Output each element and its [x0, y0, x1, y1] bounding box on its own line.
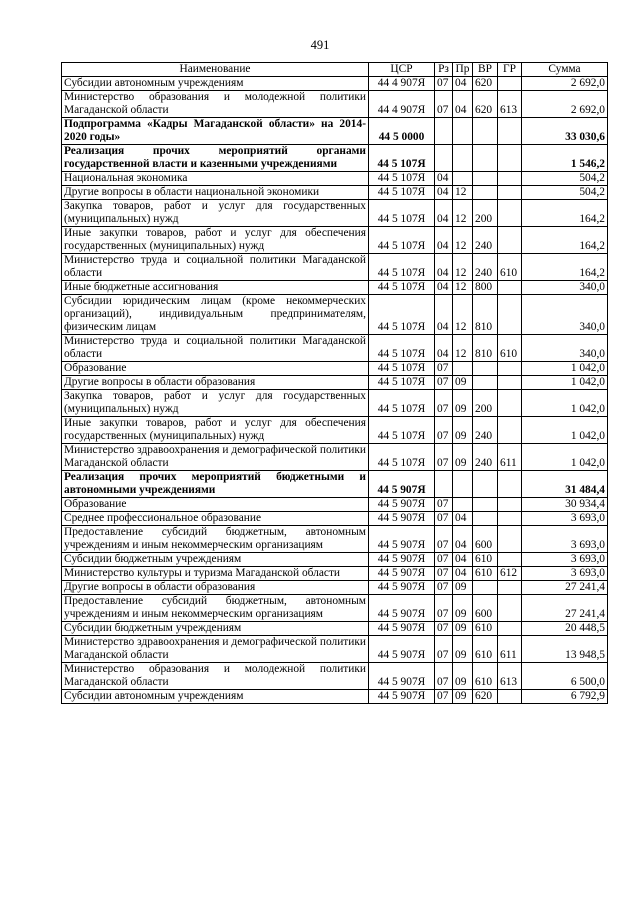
cell-rz: 04: [435, 254, 453, 281]
cell-csr: 44 5 907Я: [369, 471, 435, 498]
cell-sum: 27 241,4: [522, 581, 608, 595]
cell-csr: 44 5 107Я: [369, 376, 435, 390]
table-row: [62, 390, 608, 417]
cell-gr: 613: [498, 663, 522, 690]
cell-name: Министерство труда и социальной политики Магаданской области: [62, 254, 369, 281]
cell-vr: 610: [473, 663, 498, 690]
cell-gr: [498, 227, 522, 254]
cell-sum: 1 042,0: [522, 444, 608, 471]
cell-vr: [473, 362, 498, 376]
table-header-row: [62, 63, 608, 77]
cell-csr: 44 5 107Я: [369, 254, 435, 281]
cell-rz: 07: [435, 498, 453, 512]
cell-csr: 44 5 907Я: [369, 595, 435, 622]
cell-gr: 610: [498, 335, 522, 362]
cell-rz: [435, 471, 453, 498]
cell-csr: 44 5 107Я: [369, 362, 435, 376]
cell-rz: [435, 118, 453, 145]
table-row: [62, 91, 608, 118]
cell-gr: [498, 690, 522, 704]
cell-csr: 44 5 107Я: [369, 186, 435, 200]
cell-vr: [473, 581, 498, 595]
table-row: [62, 595, 608, 622]
table-row: [62, 186, 608, 200]
cell-name: Иные закупки товаров, работ и услуг для обеспечения государственных (муниципальных) нужд: [62, 227, 369, 254]
cell-name: Другие вопросы в области национальной экономики: [62, 186, 369, 200]
table-row: [62, 281, 608, 295]
table-row: [62, 512, 608, 526]
cell-sum: 6 500,0: [522, 663, 608, 690]
cell-rz: 07: [435, 553, 453, 567]
table-row: [62, 376, 608, 390]
cell-name: Другие вопросы в области образования: [62, 376, 369, 390]
cell-sum: 27 241,4: [522, 595, 608, 622]
cell-rz: 07: [435, 390, 453, 417]
cell-vr: 600: [473, 526, 498, 553]
cell-gr: 612: [498, 567, 522, 581]
cell-gr: [498, 471, 522, 498]
cell-name: Предоставление субсидий бюджетным, автономным учреждениям и иным некоммерческим организациям: [62, 526, 369, 553]
cell-name: Министерство образования и молодежной политики Магаданской области: [62, 663, 369, 690]
cell-name: Субсидии автономным учреждениям: [62, 690, 369, 704]
cell-rz: 07: [435, 663, 453, 690]
cell-name: Субсидии бюджетным учреждениям: [62, 553, 369, 567]
cell-pr: 12: [453, 186, 473, 200]
cell-rz: 04: [435, 186, 453, 200]
cell-pr: 04: [453, 91, 473, 118]
cell-pr: 09: [453, 690, 473, 704]
cell-rz: 07: [435, 512, 453, 526]
cell-rz: 04: [435, 200, 453, 227]
cell-vr: 240: [473, 417, 498, 444]
cell-vr: 620: [473, 690, 498, 704]
cell-csr: 44 5 107Я: [369, 200, 435, 227]
cell-pr: 09: [453, 390, 473, 417]
cell-pr: 12: [453, 281, 473, 295]
cell-pr: 12: [453, 227, 473, 254]
cell-pr: 04: [453, 553, 473, 567]
cell-gr: [498, 281, 522, 295]
table-row: [62, 690, 608, 704]
cell-csr: 44 5 907Я: [369, 567, 435, 581]
cell-rz: 07: [435, 376, 453, 390]
cell-csr: 44 4 907Я: [369, 77, 435, 91]
cell-sum: 504,2: [522, 186, 608, 200]
cell-sum: 31 484,4: [522, 471, 608, 498]
cell-pr: 04: [453, 77, 473, 91]
cell-csr: 44 5 907Я: [369, 512, 435, 526]
cell-rz: 07: [435, 417, 453, 444]
cell-name: Субсидии юридическим лицам (кроме некоммерческих организаций), индивидуальным предпринимателям, физическим лицам: [62, 295, 369, 335]
cell-rz: 07: [435, 581, 453, 595]
cell-pr: 09: [453, 417, 473, 444]
cell-sum: 20 448,5: [522, 622, 608, 636]
cell-pr: [453, 145, 473, 172]
table-body: [62, 77, 608, 704]
column-header-gr: ГР: [498, 63, 522, 77]
cell-pr: 09: [453, 595, 473, 622]
cell-sum: 504,2: [522, 172, 608, 186]
cell-pr: [453, 362, 473, 376]
cell-sum: 1 042,0: [522, 417, 608, 444]
table-row: [62, 581, 608, 595]
cell-gr: 613: [498, 91, 522, 118]
cell-pr: 12: [453, 335, 473, 362]
cell-sum: 3 693,0: [522, 512, 608, 526]
column-header-pr: Пр: [453, 63, 473, 77]
cell-pr: 09: [453, 663, 473, 690]
cell-sum: 1 546,2: [522, 145, 608, 172]
column-header-sum: Сумма: [522, 63, 608, 77]
table-row: [62, 663, 608, 690]
cell-rz: [435, 145, 453, 172]
cell-name: Субсидии бюджетным учреждениям: [62, 622, 369, 636]
table-row: [62, 254, 608, 281]
cell-csr: 44 5 907Я: [369, 622, 435, 636]
page-number: 491: [310, 38, 330, 52]
cell-pr: 09: [453, 581, 473, 595]
cell-sum: 3 693,0: [522, 553, 608, 567]
cell-csr: 44 5 907Я: [369, 663, 435, 690]
cell-vr: [473, 376, 498, 390]
cell-csr: 44 5 107Я: [369, 145, 435, 172]
cell-csr: 44 5 107Я: [369, 172, 435, 186]
cell-vr: 810: [473, 335, 498, 362]
cell-name: Субсидии автономным учреждениям: [62, 77, 369, 91]
cell-pr: 04: [453, 512, 473, 526]
cell-pr: [453, 471, 473, 498]
cell-gr: [498, 376, 522, 390]
cell-name: Образование: [62, 498, 369, 512]
table-row: [62, 444, 608, 471]
cell-gr: [498, 118, 522, 145]
cell-pr: 09: [453, 444, 473, 471]
table-row: [62, 567, 608, 581]
cell-vr: 610: [473, 622, 498, 636]
table-row: [62, 145, 608, 172]
cell-gr: [498, 512, 522, 526]
column-header-rz: Рз: [435, 63, 453, 77]
cell-sum: 13 948,5: [522, 636, 608, 663]
cell-csr: 44 5 107Я: [369, 417, 435, 444]
table-row: [62, 498, 608, 512]
cell-sum: 340,0: [522, 281, 608, 295]
cell-name: Подпрограмма «Кадры Магаданской области» на 2014-2020 годы»: [62, 118, 369, 145]
cell-vr: 810: [473, 295, 498, 335]
cell-vr: [473, 498, 498, 512]
cell-pr: 12: [453, 295, 473, 335]
table-row: [62, 200, 608, 227]
cell-pr: 09: [453, 376, 473, 390]
cell-gr: 611: [498, 636, 522, 663]
cell-vr: 200: [473, 200, 498, 227]
cell-name: Министерство труда и социальной политики Магаданской области: [62, 335, 369, 362]
cell-pr: 12: [453, 254, 473, 281]
cell-gr: [498, 498, 522, 512]
cell-rz: 07: [435, 622, 453, 636]
cell-pr: 09: [453, 636, 473, 663]
cell-name: Иные закупки товаров, работ и услуг для обеспечения государственных (муниципальных) нужд: [62, 417, 369, 444]
table-row: [62, 335, 608, 362]
cell-csr: 44 5 107Я: [369, 390, 435, 417]
cell-name: Среднее профессиональное образование: [62, 512, 369, 526]
cell-name: Реализация прочих мероприятий бюджетными и автономными учреждениями: [62, 471, 369, 498]
cell-gr: [498, 417, 522, 444]
cell-pr: 04: [453, 526, 473, 553]
cell-sum: 3 693,0: [522, 567, 608, 581]
cell-name: Министерство образования и молодежной политики Магаданской области: [62, 91, 369, 118]
cell-vr: [473, 118, 498, 145]
cell-vr: 610: [473, 553, 498, 567]
cell-rz: 04: [435, 295, 453, 335]
cell-csr: 44 5 907Я: [369, 581, 435, 595]
cell-name: Закупка товаров, работ и услуг для государственных (муниципальных) нужд: [62, 390, 369, 417]
cell-vr: [473, 471, 498, 498]
cell-gr: [498, 200, 522, 227]
cell-rz: 04: [435, 227, 453, 254]
cell-name: Образование: [62, 362, 369, 376]
cell-name: Другие вопросы в области образования: [62, 581, 369, 595]
cell-csr: 44 5 0000: [369, 118, 435, 145]
column-header-csr: ЦСР: [369, 63, 435, 77]
cell-rz: 07: [435, 636, 453, 663]
cell-gr: [498, 526, 522, 553]
cell-csr: 44 5 907Я: [369, 690, 435, 704]
cell-vr: 620: [473, 91, 498, 118]
cell-sum: 164,2: [522, 200, 608, 227]
table-row: [62, 172, 608, 186]
cell-sum: 33 030,6: [522, 118, 608, 145]
cell-csr: 44 5 907Я: [369, 526, 435, 553]
cell-vr: 200: [473, 390, 498, 417]
cell-name: Закупка товаров, работ и услуг для государственных (муниципальных) нужд: [62, 200, 369, 227]
cell-gr: [498, 77, 522, 91]
cell-pr: 09: [453, 622, 473, 636]
table-row: [62, 362, 608, 376]
cell-gr: [498, 553, 522, 567]
cell-gr: [498, 622, 522, 636]
cell-sum: 2 692,0: [522, 77, 608, 91]
cell-sum: 164,2: [522, 254, 608, 281]
cell-csr: 44 5 107Я: [369, 227, 435, 254]
cell-rz: 07: [435, 526, 453, 553]
cell-name: Министерство здравоохранения и демографической политики Магаданской области: [62, 444, 369, 471]
cell-pr: [453, 118, 473, 145]
cell-pr: 12: [453, 200, 473, 227]
cell-vr: 800: [473, 281, 498, 295]
cell-csr: 44 5 107Я: [369, 281, 435, 295]
cell-gr: [498, 595, 522, 622]
cell-rz: 07: [435, 567, 453, 581]
cell-vr: 610: [473, 567, 498, 581]
cell-name: Министерство культуры и туризма Магаданской области: [62, 567, 369, 581]
cell-csr: 44 5 107Я: [369, 335, 435, 362]
cell-gr: [498, 362, 522, 376]
cell-gr: 611: [498, 444, 522, 471]
cell-rz: 04: [435, 172, 453, 186]
column-header-vr: ВР: [473, 63, 498, 77]
cell-csr: 44 5 907Я: [369, 553, 435, 567]
cell-vr: 240: [473, 254, 498, 281]
cell-vr: 620: [473, 77, 498, 91]
table-row: [62, 227, 608, 254]
cell-sum: 1 042,0: [522, 362, 608, 376]
cell-sum: 340,0: [522, 295, 608, 335]
cell-csr: 44 5 907Я: [369, 636, 435, 663]
cell-vr: 600: [473, 595, 498, 622]
cell-rz: 07: [435, 362, 453, 376]
table-row: [62, 526, 608, 553]
cell-csr: 44 5 907Я: [369, 498, 435, 512]
cell-vr: [473, 512, 498, 526]
table-row: [62, 553, 608, 567]
column-header-name: Наименование: [62, 63, 369, 77]
cell-sum: 6 792,9: [522, 690, 608, 704]
cell-rz: 07: [435, 444, 453, 471]
cell-vr: [473, 145, 498, 172]
cell-csr: 44 5 107Я: [369, 444, 435, 471]
cell-sum: 30 934,4: [522, 498, 608, 512]
cell-rz: 04: [435, 335, 453, 362]
cell-gr: [498, 295, 522, 335]
table-row: [62, 636, 608, 663]
table-row: [62, 295, 608, 335]
table-row: [62, 118, 608, 145]
cell-vr: [473, 186, 498, 200]
budget-table: [61, 62, 608, 704]
cell-gr: [498, 581, 522, 595]
cell-rz: 07: [435, 77, 453, 91]
cell-sum: 1 042,0: [522, 376, 608, 390]
cell-name: Предоставление субсидий бюджетным, автономным учреждениям и иным некоммерческим организациям: [62, 595, 369, 622]
cell-sum: 340,0: [522, 335, 608, 362]
cell-sum: 3 693,0: [522, 526, 608, 553]
cell-gr: [498, 390, 522, 417]
cell-sum: 1 042,0: [522, 390, 608, 417]
cell-rz: 07: [435, 690, 453, 704]
cell-rz: 07: [435, 91, 453, 118]
table-row: [62, 77, 608, 91]
table-row: [62, 417, 608, 444]
cell-sum: 2 692,0: [522, 91, 608, 118]
cell-vr: 240: [473, 444, 498, 471]
cell-vr: 610: [473, 636, 498, 663]
cell-sum: 164,2: [522, 227, 608, 254]
cell-csr: 44 5 107Я: [369, 295, 435, 335]
cell-name: Министерство здравоохранения и демографической политики Магаданской области: [62, 636, 369, 663]
cell-name: Иные бюджетные ассигнования: [62, 281, 369, 295]
cell-gr: [498, 172, 522, 186]
cell-name: Национальная экономика: [62, 172, 369, 186]
cell-vr: [473, 172, 498, 186]
table-row: [62, 622, 608, 636]
table-row: [62, 471, 608, 498]
cell-gr: [498, 145, 522, 172]
cell-pr: 04: [453, 567, 473, 581]
cell-gr: 610: [498, 254, 522, 281]
cell-pr: [453, 172, 473, 186]
cell-rz: 04: [435, 281, 453, 295]
cell-vr: 240: [473, 227, 498, 254]
cell-gr: [498, 186, 522, 200]
cell-pr: [453, 498, 473, 512]
cell-csr: 44 4 907Я: [369, 91, 435, 118]
cell-name: Реализация прочих мероприятий органами государственной власти и казенными учреждениями: [62, 145, 369, 172]
cell-rz: 07: [435, 595, 453, 622]
